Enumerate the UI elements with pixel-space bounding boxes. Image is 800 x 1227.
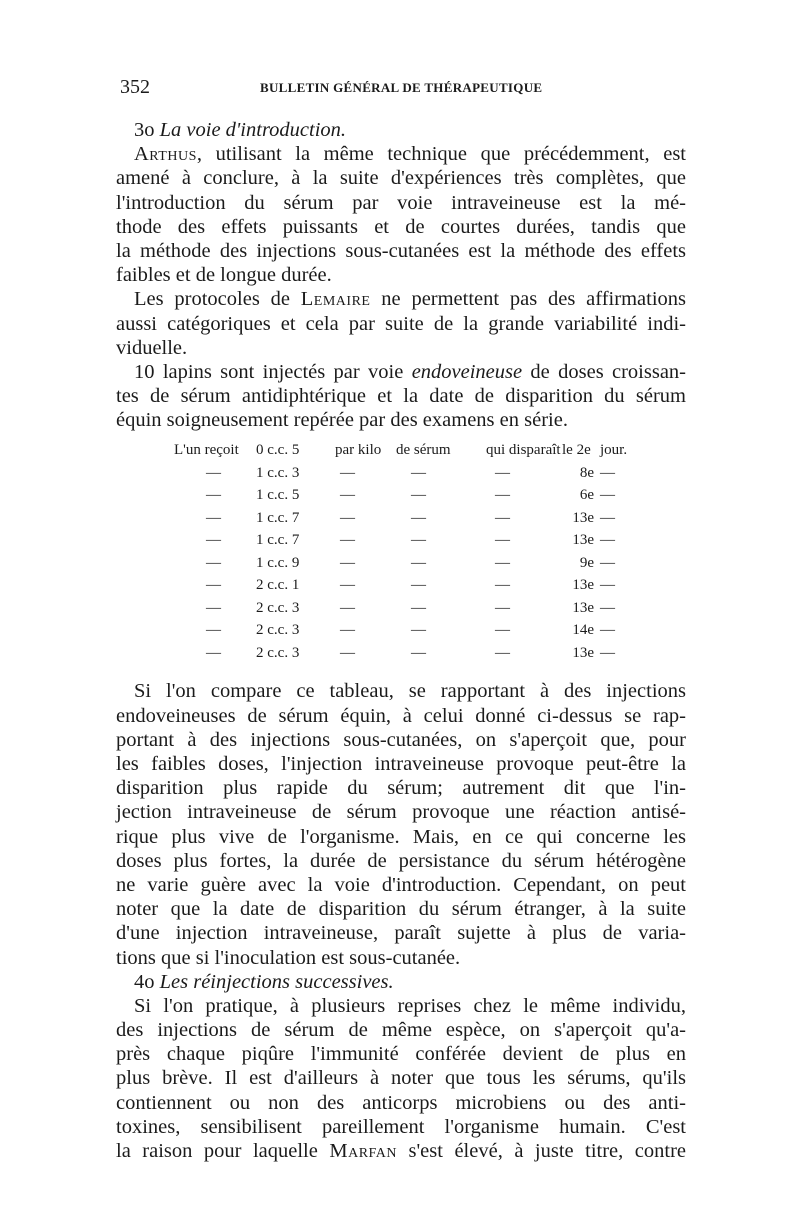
table-cell: 13e	[572, 532, 594, 549]
section-title: Les réinjections successives.	[159, 970, 394, 993]
paragraph-line: faibles et de longue durée.	[116, 264, 332, 287]
table-cell: 8e	[579, 464, 594, 481]
table-cell: —	[411, 464, 426, 481]
table-cell: —	[411, 599, 426, 616]
table-cell: —	[340, 622, 355, 639]
table-cell: 1 c.c. 7	[256, 509, 300, 526]
table-header-row: L'un reçoit 0 c.c. 5 par kilo de sérum qui disparaît le 2e jour.	[174, 442, 628, 459]
table-cell: —	[495, 554, 510, 571]
paragraph-line: équin soigneusement repérée par des examens en série.	[116, 409, 568, 432]
table-row	[116, 622, 686, 645]
paragraph-line: l'introduction du sérum par voie intraveineuse est la mé-	[116, 191, 686, 214]
table-cell: 13e	[572, 577, 594, 594]
table-cell: —	[600, 599, 615, 616]
table-cell: —	[600, 644, 615, 661]
table-cell: —	[411, 487, 426, 504]
table-cell: 13e	[572, 509, 594, 526]
paragraph-line: rique plus vive de l'organisme. Mais, en ce qui concerne les	[116, 825, 686, 848]
section-number: 3o	[134, 119, 155, 141]
table-cell: —	[206, 509, 221, 526]
table-cell: 13e	[572, 599, 594, 616]
paragraph-line: noter que la date de disparition du sérum étranger, à la suite	[116, 898, 686, 921]
paragraph-line: tes de sérum antidiphtérique et la date de disparition du sérum	[116, 385, 686, 408]
table-row	[116, 555, 686, 578]
paragraph-line: des injections de sérum de même espèce, on s'aperçoit qu'a-	[116, 1019, 686, 1042]
author-name: Arthus	[134, 143, 197, 166]
author-name: Marfan	[329, 1140, 398, 1162]
table-cell: —	[600, 532, 615, 549]
table-cell: —	[206, 644, 221, 661]
author-name: Lemaire	[300, 288, 371, 311]
section-heading	[116, 970, 686, 994]
table-cell: —	[340, 644, 355, 661]
table-cell: —	[495, 532, 510, 549]
table-row	[116, 577, 686, 600]
page-body	[116, 118, 686, 1163]
table-cell: —	[340, 599, 355, 616]
table-cell: —	[340, 487, 355, 504]
table-cell: —	[600, 509, 615, 526]
table-cell: —	[206, 487, 221, 504]
table-cell: 1 c.c. 7	[256, 532, 300, 549]
page-header	[120, 76, 680, 100]
paragraph-line: tions que si l'inoculation est sous-cutanée.	[116, 946, 461, 969]
paragraph-line: Si l'on compare ce tableau, se rapportant à des injections	[134, 680, 686, 703]
table-cell: 2 c.c. 3	[256, 644, 300, 661]
table-row	[116, 645, 686, 668]
table-cell: 13e	[572, 644, 594, 661]
paragraph-line: Arthus, utilisant la même technique que précédemment, est	[134, 143, 686, 166]
table-cell: 2 c.c. 1	[256, 577, 300, 594]
table-cell: 9e	[579, 554, 594, 571]
table-cell: —	[340, 509, 355, 526]
table-row	[116, 600, 686, 623]
table-cell: —	[495, 509, 510, 526]
table-cell: —	[411, 622, 426, 639]
table-cell: —	[495, 644, 510, 661]
table-row	[116, 465, 686, 488]
paragraph-line: doses plus fortes, la durée de persistance du sérum hétérogène	[116, 849, 686, 872]
table-body	[116, 465, 686, 668]
table-cell: —	[495, 599, 510, 616]
table-cell: —	[600, 622, 615, 639]
paragraph-line: disparition plus rapide du sérum; autrement dit que l'in-	[116, 777, 686, 800]
section-heading	[116, 118, 686, 142]
table-cell: —	[206, 464, 221, 481]
table-cell: 14e	[572, 622, 594, 639]
dose-table	[116, 442, 686, 667]
paragraph-line: Les protocoles de Lemaire ne permettent pas des affirmations	[134, 288, 686, 311]
section-number: 4o	[134, 970, 155, 993]
table-cell: 2 c.c. 3	[256, 599, 300, 616]
table-cell: —	[411, 532, 426, 549]
table-cell: —	[206, 554, 221, 571]
table-cell: —	[340, 464, 355, 481]
paragraph-line: près chaque piqûre l'immunité conférée devient de plus en	[116, 1043, 686, 1066]
table-cell: 1 c.c. 9	[256, 554, 300, 571]
paragraph-line: les faibles doses, l'injection intraveineuse provoque peut-être la	[116, 753, 686, 775]
table-cell: —	[411, 644, 426, 661]
paragraph-line: la méthode des injections sous-cutanées est la méthode des effets	[116, 239, 686, 262]
table-cell: —	[340, 554, 355, 571]
table-cell: 6e	[579, 487, 594, 504]
paragraph-line: contiennent ou non des anticorps microbiens ou des anti-	[116, 1091, 686, 1114]
paragraph-line: viduelle.	[116, 336, 188, 359]
table-row	[116, 532, 686, 555]
paragraph-line: 10 lapins sont injectés par voie endoveineuse de doses croissan-	[134, 360, 686, 383]
table-row	[116, 487, 686, 510]
paragraph-line: amené à conclure, à la suite d'expériences très complètes, que	[116, 167, 686, 190]
paragraph-line: d'une injection intraveineuse, paraît sujette à plus de varia-	[116, 922, 686, 945]
table-cell: —	[495, 464, 510, 481]
table-cell: —	[600, 464, 615, 481]
table-cell: —	[340, 577, 355, 594]
table-cell: 2 c.c. 3	[256, 622, 300, 639]
paragraph-line: Si l'on pratique, à plusieurs reprises chez le même individu,	[134, 994, 686, 1017]
table-cell: —	[495, 577, 510, 594]
paragraph-line: jection intraveineuse de sérum provoque une réaction antisé-	[116, 801, 686, 824]
paragraph-line: endoveineuses de sérum équin, à celui donné ci-dessus se rap-	[116, 704, 686, 727]
table-cell: —	[600, 487, 615, 504]
table-cell: 1 c.c. 3	[256, 464, 300, 481]
running-head: BULLETIN GÉNÉRAL DE THÉRAPEUTIQUE	[260, 80, 543, 95]
table-cell: —	[411, 509, 426, 526]
paragraph-line: thode des effets puissants et de courtes durées, tandis que	[116, 215, 686, 238]
table-cell: —	[495, 622, 510, 639]
table-cell: —	[600, 554, 615, 571]
table-cell: —	[600, 577, 615, 594]
page-number: 352	[120, 76, 150, 98]
paragraph-line: la raison pour laquelle Marfan s'est élevé, à juste titre, contre	[116, 1140, 686, 1162]
table-cell: —	[206, 599, 221, 616]
table-cell: —	[411, 554, 426, 571]
table-cell: —	[340, 532, 355, 549]
table-cell: —	[206, 577, 221, 594]
paragraph-line: toxines, sensibilisent pareillement l'organisme humain. C'est	[116, 1115, 686, 1138]
paragraph-line: portant à des injections sous-cutanées, on s'aperçoit que, pour	[116, 728, 686, 751]
paragraph-line: aussi catégoriques et cela par suite de la grande variabilité indi-	[116, 312, 686, 335]
section-title: La voie d'introduction.	[159, 119, 347, 141]
paragraph-line: ne varie guère avec la voie d'introduction. Cependant, on peut	[116, 873, 686, 896]
table-row	[116, 510, 686, 533]
table-cell: —	[206, 532, 221, 549]
table-cell: —	[411, 577, 426, 594]
table-cell: —	[206, 622, 221, 639]
table-cell: 1 c.c. 5	[256, 487, 300, 504]
paragraph-line: plus brève. Il est d'ailleurs à noter que tous les sérums, qu'ils	[116, 1067, 686, 1090]
table-cell: —	[495, 487, 510, 504]
